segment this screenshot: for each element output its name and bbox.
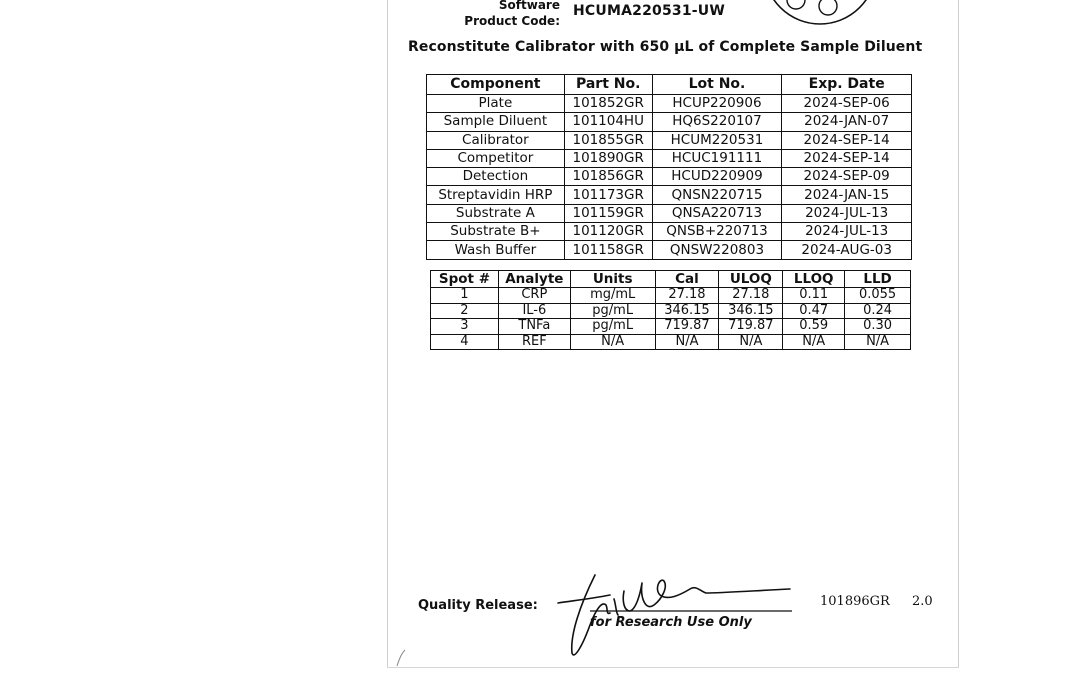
table-cell: 101158GR	[564, 241, 652, 259]
column-header: LLD	[845, 271, 911, 288]
column-header: LLOQ	[783, 271, 845, 288]
table-cell: Calibrator	[427, 131, 565, 149]
table-cell: N/A	[845, 334, 911, 350]
table-cell: 2024-SEP-14	[782, 131, 912, 149]
table-cell: 101120GR	[564, 223, 652, 241]
table-cell: HCUM220531	[652, 131, 782, 149]
table-row	[427, 168, 912, 186]
column-header: Analyte	[498, 271, 570, 288]
table-cell: 2024-AUG-03	[782, 241, 912, 259]
column-header: ULOQ	[719, 271, 783, 288]
table-cell: IL-6	[498, 303, 570, 319]
table-cell: 2024-JUL-13	[782, 223, 912, 241]
table-cell: 0.59	[783, 319, 845, 335]
table-cell: REF	[498, 334, 570, 350]
table-row	[431, 319, 911, 335]
table-row	[427, 241, 912, 259]
column-header: Units	[570, 271, 655, 288]
table-cell: HCUD220909	[652, 168, 782, 186]
table-cell: 346.15	[655, 303, 719, 319]
column-header: Spot #	[431, 271, 499, 288]
column-header: Exp. Date	[782, 75, 912, 95]
table-cell: Sample Diluent	[427, 113, 565, 131]
table-cell: QNSN220715	[652, 186, 782, 204]
quality-release-label: Quality Release:	[418, 598, 538, 613]
column-header: Part No.	[564, 75, 652, 95]
table-row	[427, 223, 912, 241]
product-code: HCUMA220531-UW	[573, 3, 725, 19]
table-cell: Streptavidin HRP	[427, 186, 565, 204]
table-row	[431, 303, 911, 319]
table-header-row	[431, 271, 911, 288]
table-cell: 1	[431, 288, 499, 304]
table-cell: 27.18	[655, 288, 719, 304]
table-header-row	[427, 75, 912, 95]
table-cell: 2024-SEP-06	[782, 95, 912, 113]
signature-image	[550, 565, 800, 660]
table-cell: 4	[431, 334, 499, 350]
column-header: Component	[427, 75, 565, 95]
table-row	[427, 131, 912, 149]
table-cell: N/A	[570, 334, 655, 350]
table-cell: 346.15	[719, 303, 783, 319]
table-cell: 0.11	[783, 288, 845, 304]
document-version: 2.0	[912, 594, 933, 609]
scan-mark	[395, 648, 409, 668]
product-code-label: Product Code:	[464, 14, 560, 28]
table-cell: 101856GR	[564, 168, 652, 186]
table-row	[427, 204, 912, 222]
table-cell: 719.87	[719, 319, 783, 335]
software-label: Software	[498, 0, 560, 12]
table-row	[427, 186, 912, 204]
component-table	[426, 74, 912, 260]
column-header: Lot No.	[652, 75, 782, 95]
research-use-only-label: for Research Use Only	[590, 615, 752, 630]
table-cell: 101173GR	[564, 186, 652, 204]
document-number: 101896GR	[820, 594, 890, 609]
table-cell: Substrate A	[427, 204, 565, 222]
table-cell: Plate	[427, 95, 565, 113]
table-cell: 2024-JAN-15	[782, 186, 912, 204]
table-cell: Competitor	[427, 149, 565, 167]
table-cell: 101855GR	[564, 131, 652, 149]
table-cell: N/A	[719, 334, 783, 350]
page-edge-left	[387, 0, 388, 668]
table-cell: QNSB+220713	[652, 223, 782, 241]
table-cell: 101104HU	[564, 113, 652, 131]
table-cell: Detection	[427, 168, 565, 186]
table-cell: HCUC191111	[652, 149, 782, 167]
table-cell: 719.87	[655, 319, 719, 335]
table-row	[427, 113, 912, 131]
table-cell: QNSW220803	[652, 241, 782, 259]
table-row	[431, 334, 911, 350]
table-cell: Substrate B+	[427, 223, 565, 241]
table-row	[427, 95, 912, 113]
table-cell: 101159GR	[564, 204, 652, 222]
table-cell: 2024-JUL-13	[782, 204, 912, 222]
table-cell: CRP	[498, 288, 570, 304]
table-cell: 0.47	[783, 303, 845, 319]
table-cell: 0.24	[845, 303, 911, 319]
table-cell: 0.30	[845, 319, 911, 335]
table-cell: Wash Buffer	[427, 241, 565, 259]
column-header: Cal	[655, 271, 719, 288]
table-cell: HQ6S220107	[652, 113, 782, 131]
table-cell: mg/mL	[570, 288, 655, 304]
reconstitution-instruction: Reconstitute Calibrator with 650 µL of Complete Sample Diluent	[408, 39, 923, 55]
table-cell: QNSA220713	[652, 204, 782, 222]
page-edge-right	[958, 0, 959, 668]
table-cell: N/A	[655, 334, 719, 350]
table-cell: 2024-SEP-14	[782, 149, 912, 167]
spot-table	[430, 270, 911, 350]
logo-circle-icon	[760, 0, 880, 26]
table-cell: TNFa	[498, 319, 570, 335]
table-row	[427, 149, 912, 167]
table-row	[431, 288, 911, 304]
table-cell: 3	[431, 319, 499, 335]
table-cell: 2	[431, 303, 499, 319]
table-cell: 2024-JAN-07	[782, 113, 912, 131]
table-cell: 27.18	[719, 288, 783, 304]
table-cell: pg/mL	[570, 319, 655, 335]
table-cell: 0.055	[845, 288, 911, 304]
page-edge-bottom	[387, 667, 959, 668]
table-cell: pg/mL	[570, 303, 655, 319]
table-cell: 101890GR	[564, 149, 652, 167]
table-cell: 101852GR	[564, 95, 652, 113]
table-cell: N/A	[783, 334, 845, 350]
table-cell: 2024-SEP-09	[782, 168, 912, 186]
table-cell: HCUP220906	[652, 95, 782, 113]
